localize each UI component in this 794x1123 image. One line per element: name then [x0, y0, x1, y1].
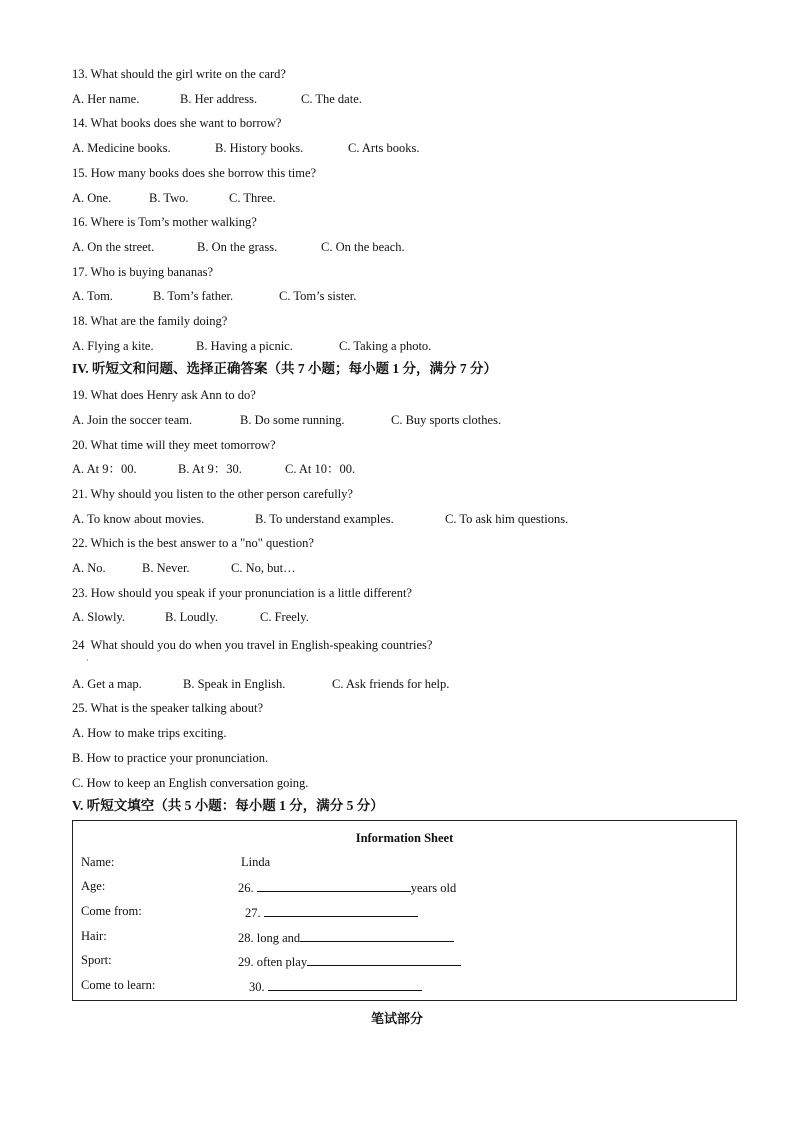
- sport-prefix: 29. often play: [238, 955, 308, 969]
- row-value-come-from: [245, 904, 418, 921]
- q16-option-a: A. On the street.: [72, 240, 155, 254]
- row-value-age: [238, 879, 456, 896]
- question-22: 22. Which is the best answer to a "no" question?: [72, 536, 314, 550]
- question-21: 21. Why should you listen to the other person carefully?: [72, 487, 353, 501]
- row-label-age: Age:: [81, 879, 106, 893]
- q25-option-b: B. How to practice your pronunciation.: [72, 751, 269, 765]
- q13-option-a: A. Her name.: [72, 92, 140, 106]
- question-13: 13. What should the girl write on the card?: [72, 67, 286, 81]
- q14-option-a: A. Medicine books.: [72, 141, 171, 155]
- q14-option-b: B. History books.: [215, 141, 304, 155]
- row-label-name: Name:: [81, 855, 115, 869]
- row-value-name: Linda: [241, 855, 271, 869]
- row-value-come-to-learn: [249, 978, 422, 995]
- row-label-hair: Hair:: [81, 929, 107, 943]
- q15-option-b: B. Two.: [149, 191, 189, 205]
- question-16: 16. Where is Tom’s mother walking?: [72, 215, 257, 229]
- row-label-come-to-learn: Come to learn:: [81, 978, 156, 992]
- blank-27-input[interactable]: [264, 904, 418, 917]
- q19-option-b: B. Do some running.: [240, 413, 345, 427]
- q14-option-c: C. Arts books.: [348, 141, 420, 155]
- row-label-come-from: Come from:: [81, 904, 142, 918]
- come-to-learn-prefix: 30.: [249, 980, 268, 994]
- q13-option-b: B. Her address.: [180, 92, 258, 106]
- question-24: 24 What should you do when you travel in English-speaking countries?: [72, 638, 433, 652]
- q25-option-c: C. How to keep an English conversation going.: [72, 776, 309, 790]
- q17-option-b: B. Tom’s father.: [153, 289, 234, 303]
- blank-30-input[interactable]: [268, 978, 422, 991]
- q23-option-b: B. Loudly.: [165, 610, 219, 624]
- q22-option-b: B. Never.: [142, 561, 190, 575]
- blank-28-input[interactable]: [300, 929, 454, 942]
- question-23: 23. How should you speak if your pronunciation is a little different?: [72, 586, 412, 600]
- q22-option-a: A. No.: [72, 561, 106, 575]
- q15-option-c: C. Three.: [229, 191, 276, 205]
- question-17: 17. Who is buying bananas?: [72, 265, 214, 279]
- q24-option-b: B. Speak in English.: [183, 677, 286, 691]
- question-19: 19. What does Henry ask Ann to do?: [72, 388, 256, 402]
- q21-option-b: B. To understand examples.: [255, 512, 394, 526]
- section-4-heading: IV. 听短文和问题、选择正确答案（共 7 小题；每小题 1 分，满分 7 分）: [72, 361, 498, 376]
- question-15: 15. How many books does she borrow this time?: [72, 166, 317, 180]
- row-value-hair: [238, 929, 454, 946]
- q24-option-a: A. Get a map.: [72, 677, 142, 691]
- q25-option-a: A. How to make trips exciting.: [72, 726, 227, 740]
- q18-option-c: C. Taking a photo.: [339, 339, 432, 353]
- information-sheet-title: Information Sheet: [355, 831, 454, 845]
- q18-option-a: A. Flying a kite.: [72, 339, 154, 353]
- age-suffix: years old: [410, 881, 457, 895]
- blank-26-input[interactable]: [257, 879, 411, 892]
- question-18: 18. What are the family doing?: [72, 314, 228, 328]
- q19-option-c: C. Buy sports clothes.: [391, 413, 502, 427]
- section-5-heading: V. 听短文填空（共 5 小题：每小题 1 分，满分 5 分）: [72, 798, 384, 813]
- q16-option-c: C. On the beach.: [321, 240, 405, 254]
- q15-option-a: A. One.: [72, 191, 112, 205]
- hair-prefix: 28. long and: [238, 931, 301, 945]
- blank-29-input[interactable]: [307, 953, 461, 966]
- q17-option-c: C. Tom’s sister.: [279, 289, 357, 303]
- q16-option-b: B. On the grass.: [197, 240, 278, 254]
- q20-option-c: C. At 10：00.: [285, 462, 356, 476]
- q21-option-c: C. To ask him questions.: [445, 512, 569, 526]
- q24-option-c: C. Ask friends for help.: [332, 677, 450, 691]
- q20-option-b: B. At 9：30.: [178, 462, 242, 476]
- q21-option-a: A. To know about movies.: [72, 512, 205, 526]
- come-from-prefix: 27.: [245, 906, 264, 920]
- question-14: 14. What books does she want to borrow?: [72, 116, 282, 130]
- q20-option-a: A. At 9：00.: [72, 462, 137, 476]
- question-25: 25. What is the speaker talking about?: [72, 701, 264, 715]
- q23-option-c: C. Freely.: [260, 610, 309, 624]
- question-20: 20. What time will they meet tomorrow?: [72, 438, 276, 452]
- row-value-sport: [238, 953, 461, 970]
- information-sheet-table: [72, 820, 737, 1001]
- q17-option-a: A. Tom.: [72, 289, 113, 303]
- q13-option-c: C. The date.: [301, 92, 362, 106]
- q22-option-c: C. No, but…: [231, 561, 296, 575]
- written-section-heading: 笔试部分: [370, 1011, 423, 1026]
- q23-option-a: A. Slowly.: [72, 610, 126, 624]
- q18-option-b: B. Having a picnic.: [196, 339, 293, 353]
- stray-dot-mark: ·: [86, 656, 89, 665]
- q19-option-a: A. Join the soccer team.: [72, 413, 193, 427]
- age-prefix: 26.: [238, 881, 257, 895]
- row-label-sport: Sport:: [81, 953, 112, 967]
